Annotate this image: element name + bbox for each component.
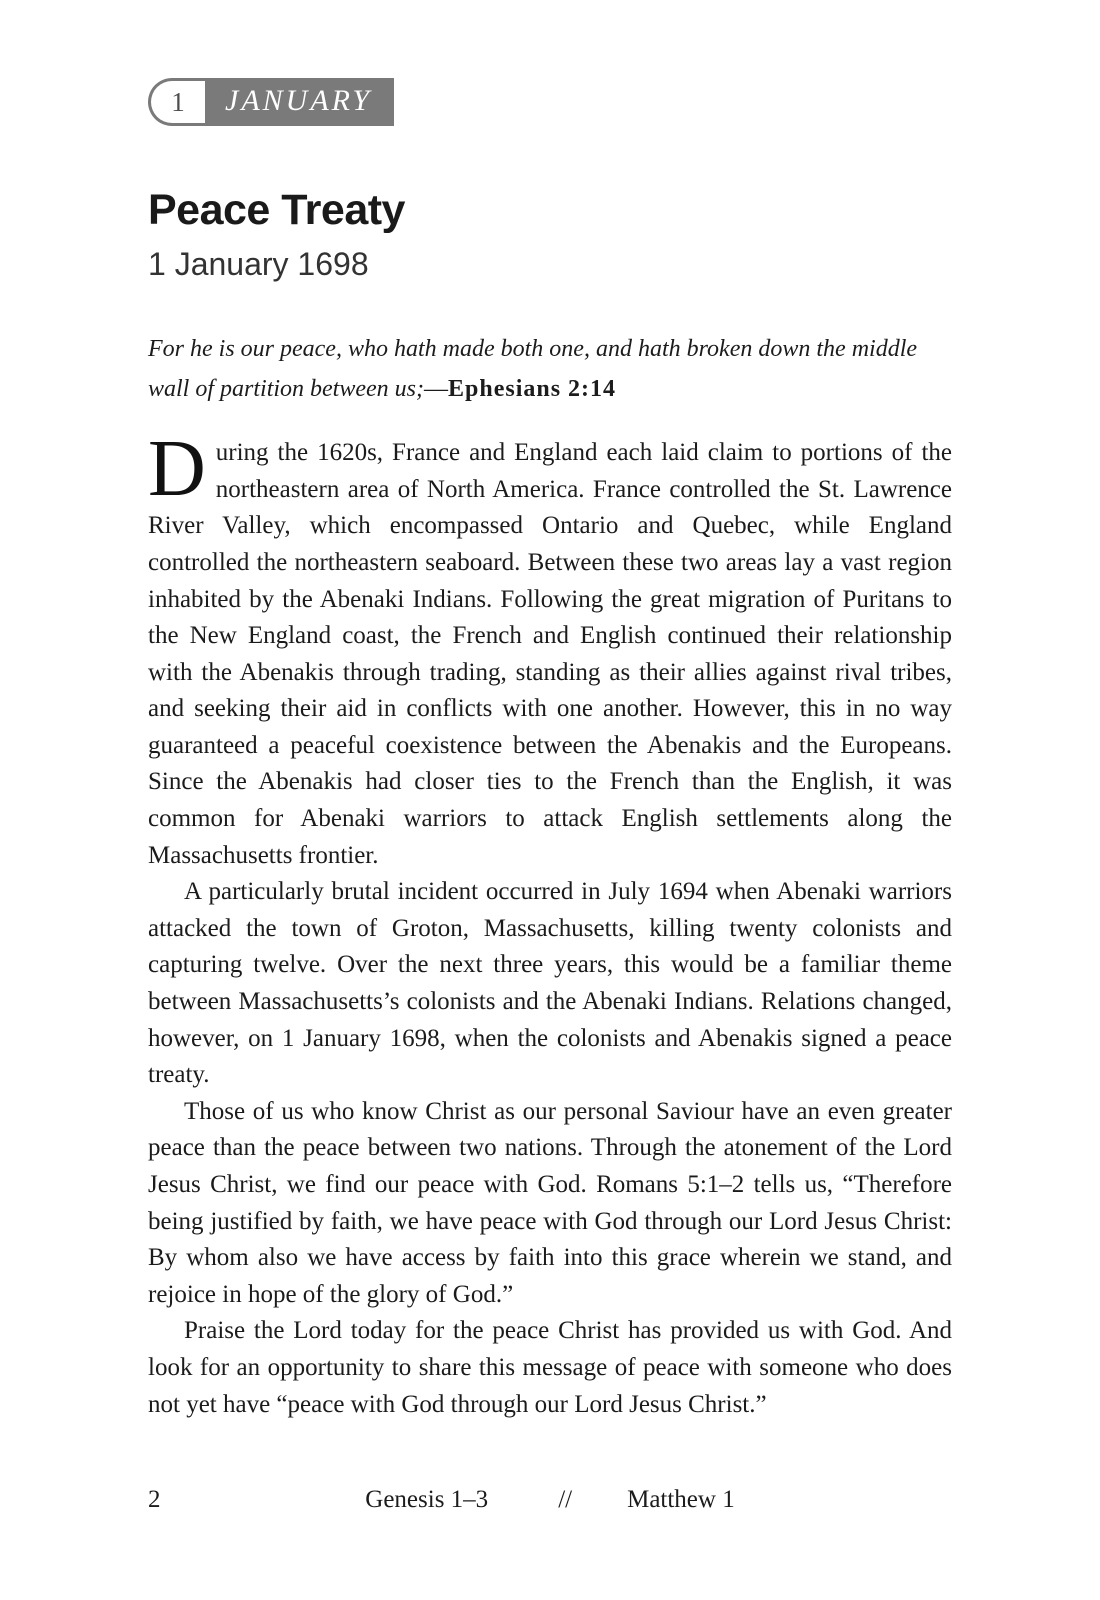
epigraph-dash: — xyxy=(424,376,448,403)
devotional-body xyxy=(148,425,952,1423)
month-banner xyxy=(205,78,394,126)
entry-date: 1 January 1698 xyxy=(148,246,369,283)
reading-plan-separator: // xyxy=(558,1486,573,1513)
paragraph-4: Praise the Lord today for the peace Christ has provided us with God. And look for an opportunity to share this message of peace with someone who does not yet have “peace with God through our Lord Jesus Christ.” xyxy=(148,1317,952,1418)
paragraph-1-text: uring the 1620s, France and England each laid claim to portions of the northeastern area of North America. France controlled the St. Lawrence River Valley, which encompassed Ontario and Quebec, while England controlled the northeastern seaboard. Between these two areas lay a vast region inhabited by the Abenaki Indians. Following the great migration of Puritans to the New England coast, the French and English continued their relationship with the Abenakis through trading, standing as their allies against rival tribes, and seeking their aid in conflicts with one another. However, this in no way guaranteed a peaceful coexistence between the Abenakis and the Europeans. Since the Abenakis had closer ties to the French than the English, it was common for Abenaki warriors to attack English settlements along the Massachusetts frontier. xyxy=(148,439,952,869)
epigraph-text: For he is our peace, who hath made both one, and hath broken down the middle wall of partition between us; xyxy=(148,336,918,403)
page-footer xyxy=(148,1486,952,1514)
page-title: Peace Treaty xyxy=(148,186,405,234)
day-number-tab xyxy=(148,78,205,126)
paragraph-3: Those of us who know Christ as our personal Saviour have an even greater peace than the peace between two nations. Through the atonement of the Lord Jesus Christ, we find our peace with God. Romans 5:1–2 tells us, “Therefore being justified by faith, we have peace with God through our Lord Jesus Christ: By whom also we have access by faith into this grace wherein we stand, and rejoice in hope of the glory of God.” xyxy=(148,1097,952,1308)
day-number: 1 xyxy=(171,86,185,117)
reading-plan-first: Genesis 1–3 xyxy=(365,1486,489,1513)
paragraph-1 xyxy=(148,425,952,874)
month-label: JANUARY xyxy=(225,84,373,117)
page-content xyxy=(148,0,952,1423)
scripture-epigraph xyxy=(148,329,952,409)
drop-cap: D xyxy=(148,425,206,514)
page-number: 2 xyxy=(148,1486,161,1513)
epigraph-reference: Ephesians 2:14 xyxy=(448,376,617,403)
reading-plan xyxy=(365,1486,734,1513)
date-badge xyxy=(148,78,952,126)
paragraph-2: A particularly brutal incident occurred in July 1694 when Abenaki warriors attacked the town of Groton, Massachusetts, killing twenty colonists and capturing twelve. Over the next three years, this would be a familiar theme between Massachusetts’s colonists and the Abenaki Indians. Relations changed, however, on 1 January 1698, when the colonists and Abenakis signed a peace treaty. xyxy=(148,878,952,1089)
reading-plan-second: Matthew 1 xyxy=(627,1486,735,1513)
